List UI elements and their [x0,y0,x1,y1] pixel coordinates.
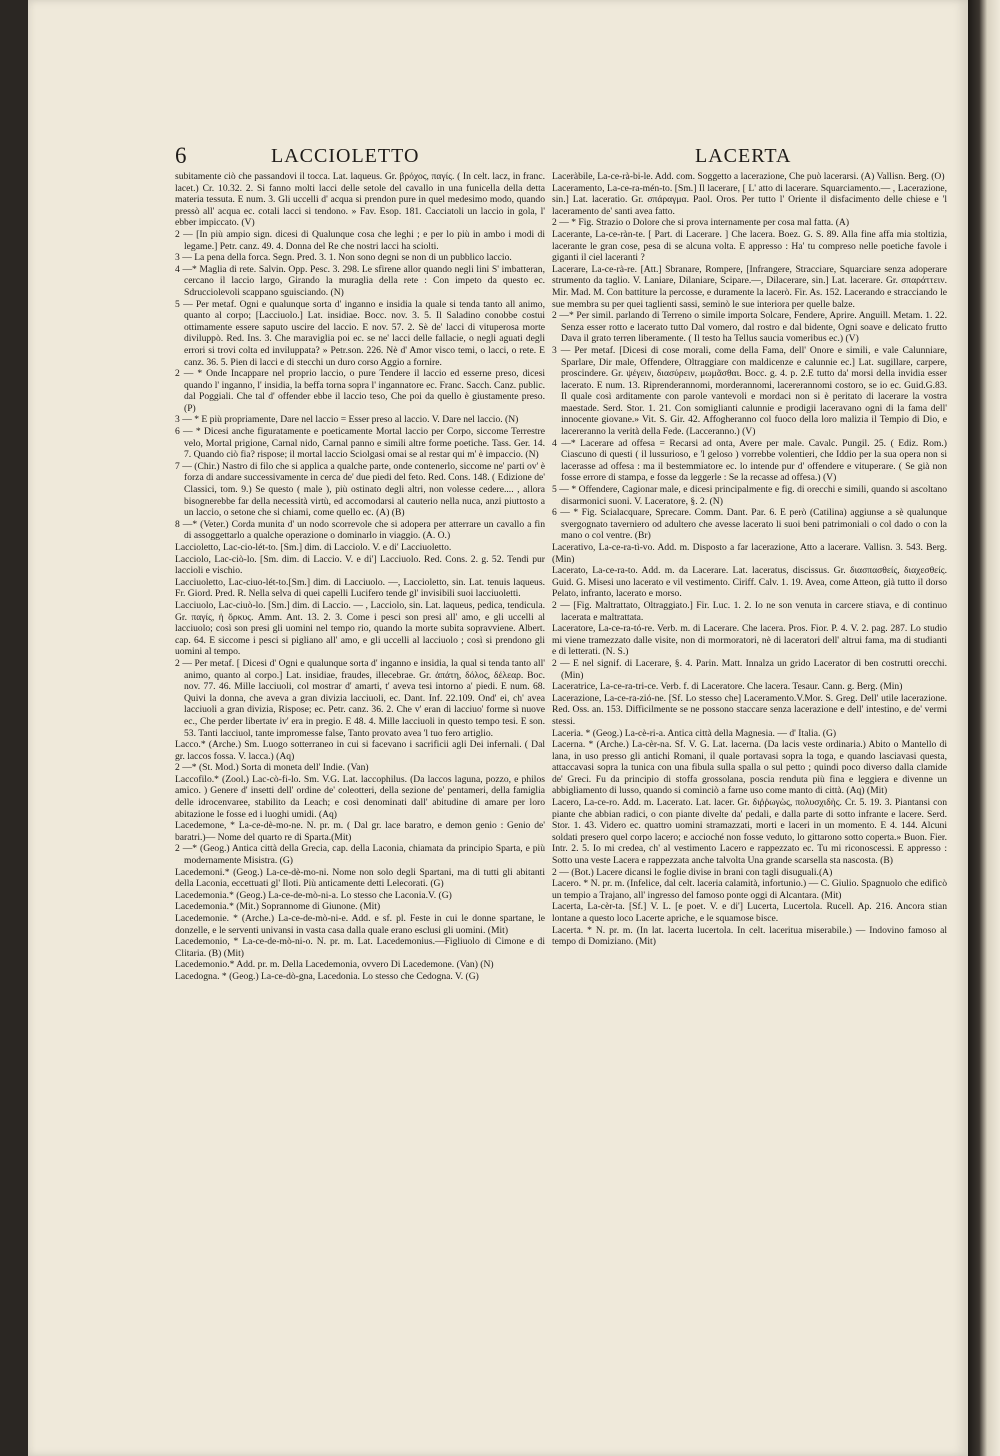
entry-paragraph: 6 — * Fig. Scialacquare, Sprecare. Comm. Dant. Par. 6. E però (Catilina) aggiunse a sè qualunque svergognato taverniero od adultero che avesse lacerato li suoi beni patrimoniali o col dado o con la mano o col ventre. (Br) [552,507,947,542]
entry-paragraph: Lacero. * N. pr. m. (Infelice, dal celt. laceria calamità, infortunio.) — C. Giulio. Spagnuolo che edificò un tempio a Trajano, all' ingresso del famoso ponte oggi di Alcantara. (Mit) [552,878,947,901]
entry-paragraph: Lacerativo, La-ce-ra-tì-vo. Add. m. Disposto a far lacerazione, Atto a lacerare. Vallisn. 3. 543. Berg. (Min) [552,542,947,565]
entry-paragraph: Lacedemonia.* (Geog.) La-ce-de-mò-ni-a. Lo stesso che Laconia.V. (G) [175,889,452,901]
left-column [175,171,545,1391]
entry-paragraph: 2 — * Onde Incappare nel proprio laccio, o pure Tendere il laccio ed esserne preso, dicesi quando l' inganno, l' insidia, la beffa torna sopra l' ingannatore ec. Franc. Sacch. Canz. public. dal Poggiali. Che tal d' offender ebbe il laccio teso, Che poi da quello è giustamente preso. (P) [175,368,545,414]
entry-paragraph: 2 — E nel signif. di Lacerare, §. 4. Parin. Matt. Innalza un grido Lacerator di ben costrutti orecchi. (Min) [552,657,947,681]
entry-paragraph: Lacerta. * N. pr. m. (In lat. lacerta lucertola. In celt. laceritua miserabile.) — Indovino famoso al tempo di Domiziano. (Mit) [552,924,947,948]
entry-paragraph: 2 — * Fig. Strazio o Dolore che si prova internamente per cosa mal fatta. (A) [552,217,850,229]
entry-paragraph: Lacciuoletto, Lac-ciuo-lét-to.[Sm.] dim. di Lacciuolo. —, Laccioletto, sin. Lat. tenuis laqueus. Fr. Giord. Pred. R. Nella selva di quei capelli Lucifero tende gl' invisibili suoi lacciuoletti. [175,576,545,600]
header-left-guideword: LACCIOLETTO [271,145,420,167]
entry-paragraph: 2 —* Per simil. parlando di Terreno o simile importa Solcare, Fendere, Aprire. Anguill. Metam. 1. 22. Senza esser rotto e lacerato tutto Dal vomero, dal rostro e dal bidente, Ogni soave e delicato frutto Dava il grato terren liberamente. ( Il testo ha Tellus saucia vomeribus ec.) (V) [552,310,947,345]
entry-paragraph: Lacerante, La-ce-ràn-te. [ Part. di Lacerare. ] Che lacera. Boez. G. S. 89. Alla fine affa mia stoltizia, lacerante le gran cose, pesa di se alcuna volta. E appresso : Ha' tu compreso nelle poetiche favole i giganti il ciel laceranti ? [552,228,947,264]
book-spine-edge [968,0,1000,1456]
entry-paragraph: Lacero, La-ce-ro. Add. m. Lacerato. Lat. lacer. Gr. διῤῥωγὼς, πολυσχιδὴς. Cr. 5. 19. 3. Piantansi con piante che abbian radici, o con piante divelte da' pedali, e dalla parte di sotto infrante e lacere. Serd. Stor. 1. 43. Videro ec. quattro uomini stramazzati, morti e laceri in un momento. E 4. 144. Alcuni soldati presero quel corpo lacero; e accioché non fosse veduto, lo gittarono sotto coperta.» Buon. Fier. Intr. 2. 5. Io mi credea, ch' al vestimento Lacero e rappezzato ec. Tu mi riconoscessi. E appresso : Sotto una veste Lacera e rappezzata anche talvolta Una grande scarsella sta nascosta. (B) [552,797,947,867]
entry-paragraph: Lacedemoni.* (Geog.) La-ce-dè-mo-ni. Nome non solo degli Spartani, ma di tutti gli abitanti della Laconia, eccettuati gl' Iloti. Più anticamente detti Lelecorati. (G) [175,866,545,890]
entry-paragraph: 2 — [Fig. Maltrattato, Oltraggiato.] Fir. Luc. 1. 2. Io ne son venuta in carcere stiava, e di continuo lacerata e maltrattata. [552,599,947,623]
entry-paragraph: Lacedemonie. * (Arche.) La-ce-de-mò-ni-e. Add. e sf. pl. Feste in cui le donne spartane, le donzelle, e le serventi univansi in vasta casa dalla quale erano esclusi gli uomini. (Mit) [175,913,545,936]
entry-paragraph: 5 — * Offendere, Cagionar male, e dicesi principalmente e fig. di orecchi e simili, quando si ascoltano disarmonici suoni. V. Laceratore, §. 2. (N) [552,484,947,507]
entry-paragraph: Lacedemonio, * La-ce-de-mò-ni-o. N. pr. m. Lat. Lacedemonius.—Figliuolo di Cimone e di Clitaria. (B) (Mit) [175,936,545,959]
right-column [552,171,947,1391]
entry-paragraph: Lacedemonio.* Add. pr. m. Della Lacedemonia, ovvero Di Lacedemone. (Van) (N) [175,959,494,971]
entry-paragraph: Lacerazione, La-ce-ra-zió-ne. [Sf. Lo stesso che] Laceramento.V.Mor. S. Greg. Dell' utile lacerazione. Red. Oss. an. 153. Difficilmente se ne possono staccare senza lacerazione e dell' intestino, e de' vermi stessi. [552,692,947,727]
page-number: 6 [175,143,187,168]
entry-paragraph: Laceramento, La-ce-ra-mén-to. [Sm.] Il lacerare, [ L' atto di lacerare. Squarciamento.— , Lacerazione, sin.] Lat. laceratio. Gr. σπάραγμα. Paol. Oros. Per tutto l' Oriente il disfacimento delle chiese e 'l laceramento de' santi avea fatto. [552,182,947,217]
entry-paragraph: 7 — (Chir.) Nastro di filo che si applica a qualche parte, onde contenerlo, siccome ne' parti ov' è forza di andare successivamente in cerca de' due piedi del feto. Red. Cons. 148. ( Edizione de' Classici, tom. 9.) Se questo ( male ), più ostinato degli altri, non volesse cedere.... , allora bisognerebbe far della necessità virtù, ed accomodarsi al cauterio nella nuca, anzi piuttosto a un laccio, o setone che si chiami, come quello ec. (A) (B) [175,460,545,519]
entry-paragraph: Laceria. * (Geog.) La-cè-ri-a. Antica città della Magnesia. — d' Italia. (G) [552,727,837,739]
entry-paragraph: Lacerare, La-ce-rà-re. [Att.] Sbranare, Rompere, [Infrangere, Stracciare, Squarciare senza adoperare strumento da taglio. V. Laniare, Dilaniare, Scipare.—, Dilacerare, sin.] Lat. lacerare. Gr. σπαράττειν. Mir. Mad. M. Con battiture la percosse, e duramente la lacerò. Fir. As. 152. Lacerando e stracciando le sue membra su per quei taglienti sassi, seminò le sue interiora per quelle balze. [552,263,947,310]
entry-paragraph: Laccofilo.* (Zool.) Lac-cò-fi-lo. Sm. V.G. Lat. laccophilus. (Da laccos laguna, pozzo, e philos amico. ) Genere d' insetti dell' ordine de' coleotteri, della sezione de' pentameri, della famiglia delle idrocenvaree, stabilito da Leach; e così denominati dall' abitudine di amare per loro abitazione le fosse ed i luoghi umidi. (Aq) [175,773,545,820]
entry-paragraph: 3 — Per metaf. [Dicesi di cose morali, come della Fama, dell' Onore e simili, e vale Calunniare, Sparlare, Dir male, Offendere, Oltraggiare con maldicenze e calunnie ec.] Lat. sugillare, carpere, proscindere. Gr. ψέγειν, διασύρειν, μωμᾶσθαι. Bocc. g. 4. p. 2.E tutto da' morsi della invidia esser lacerato. E num. 13. Riprenderannomi, morderannomi, lacererannomi costoro, se io ec. Guid.G.83. Il quale così arditamente con parole vantevoli e mordaci non si è peritato di lacerare la vostra maestade. Serd. Stor. 1. 21. Con somiglianti calunnie e prodigii laceravano ogni di la fama dell' innocente giovane.» Vit. S. Gir. 42. Affogheranno col fuoco della loro malizia il Tempio di Dio, e lacereranno la verità della Fede. (Lacceranno.) (V) [552,344,947,438]
entry-paragraph: Lacciolo, Lac-ciò-lo. [Sm. dim. di Laccio. V. e di'] Lacciuolo. Red. Cons. 2. g. 52. Tendi pur laccioli e vischio. [175,553,545,577]
entry-paragraph: Lacedemonia.* (Mit.) Soprannome di Giunone. (Mit) [175,901,381,913]
entry-paragraph: 8 —* (Veter.) Corda munita d' un nodo scorrevole che si adopera per atterrare un cavallo a fin di assoggettarlo a qualche operazione o dominarlo in viaggio. (A. O.) [175,518,545,542]
entry-paragraph: 5 — Per metaf. Ogni e qualunque sorta d' inganno e insidia la quale si tenda tanto all animo, quanto al corpo; [Lacciuolo.] Lat. insidiae. Bocc. nov. 3. 5. Il Saladino conobbe costui ottimamente essere saputo uscire del laccio. E nov. 57. 2. Sè de' lacci di vituperosa morte diviluppò. Red. Ins. 3. Che maraviglia poi ec. se ne' lacci delle fallacie, o negli aguati degli errori si trovi colta ed inviluppata? » Petr.son. 226. Nè d' Amor visco temi, o lacci, o rete. E canz. 36. 5. Pien di lacci e di stecchi un duro corso Aggio a fornire. [175,298,545,368]
entry-paragraph: Laccioletto, Lac-cio-lét-to. [Sm.] dim. di Lacciolo. V. e di' Lacciuoletto. [175,542,452,553]
entry-paragraph: Laceratore, La-ce-ra-tó-re. Verb. m. di Lacerare. Che lacera. Pros. Fior. P. 4. V. 2. pag. 287. Lo studio mi viene tramezzato dalle visite, non di mormoratori, nè di laceratori dell' altrui fama, ma di studianti e di letterati. (N. S.) [552,623,947,658]
entry-paragraph: 2 — [In più ampio sign. dicesi di Qualunque cosa che leghi ; e per lo più in ambo i modi di legame.] Petr. canz. 49. 4. Donna del Re che nostri lacci ha sciolti. [175,228,545,252]
entry-paragraph: Lacedemone, * La-ce-dè-mo-ne. N. pr. m. ( Dal gr. lace baratro, e demon genio : Genio de' baratri.)— Nome del quarto re di Sparta.(Mit) [175,820,545,843]
header-right-guideword: LACERTA [695,145,792,167]
entry-paragraph: subitamente ciò che passandovi il tocca. Lat. laqueus. Gr. βρόχος, παγίς. ( In celt. lacz, in franc. lacet.) Cr. 10.32. 2. Si fanno molti lacci delle setole del cavallo in una funicella della detta materia tessuta. E num. 3. Gli uccelli d' acqua si prendon pure in quel medesimo modo, quando pressò all' acqua ec. cotali lacci si tendono. » Fav. Esop. 181. Cacciatoli un laccio in gola, l' ebber impiccato. (V) [175,171,545,229]
entry-paragraph: Lacedogna. * (Geog.) La-ce-dò-gna, Lacedonia. Lo stesso che Cedogna. V. (G) [175,970,479,982]
entry-paragraph: 2 —* (St. Mod.) Sorta di moneta dell' Indie. (Van) [175,762,369,774]
entry-paragraph: Lacerato, La-ce-ra-to. Add. m. da Lacerare. Lat. laceratus, discissus. Gr. διασπασθείς, διαχεσθείς. Guid. G. Misesi uno lacerato e vil vestimento. Ciriff. Calv. 1. 19. Avea, come Atteon, già tutto il dorso Pelato, infranto, lacerato e morso. [552,565,947,600]
entry-paragraph: 2 —* (Geog.) Antica città della Grecia, cap. della Laconia, chiamata da principio Sparta, e più modernamente Misistra. (G) [175,843,545,867]
entry-paragraph: 3 — * E più propriamente, Dare nel laccio = Esser preso al laccio. V. Dare nel laccio. (N) [175,414,519,426]
entry-paragraph: 2 — Per metaf. [ Dicesi d' Ogni e qualunque sorta d' inganno e insidia, la qual si tenda tanto all' animo, quanto al corpo.] Lat. insidiae, fraudes, illecebrae. Gr. ἀπάτη, δόλος, δέλεαρ. Boc. nov. 77. 46. Mille lacciuoli, col mostrar d' amarti, t' aveva tesi intorno a' piedi. E num. 68. Quivi la donna, che aveva a gran divizia lacciuoli, ec. Dant. Inf. 22.109. Ond' ei, ch' avea lacciuoli a gran divizia, Rispose; ec. Petr. canz. 36. 2. Che v' eran di lacciuo' forme sì nuove ec., Che perder libertate iv' era in pregio. E 48. 4. Mille lacciuoli in questo tempo tesi. E son. 53. Tanti lacciuol, tante impromesse false, Tanto provato avea 'l tuo fero artiglio. [175,657,545,739]
entry-paragraph: Lacerta, La-cèr-ta. [Sf.] V. L. [e poet. V. e di'] Lucerta, Lucertola. Rucell. Ap. 216. Ancora stian lontane a questo loco Lacerte apriche, e le squamose bisce. [552,901,947,924]
entry-paragraph: 6 — * Dicesi anche figuratamente e poeticamente Mortal laccio per Corpo, siccome Terrestre velo, Mortal prigione, Carnal nido, Carnal panno e simili altre forme poetiche. Tass. Ger. 14. 7. Quando ciò fia? rispose; il mortal laccio Sciolgasi omai se al restar qui m' è impaccio. (N) [175,426,545,461]
entry-paragraph: Lacerna. * (Arche.) La-cèr-na. Sf. V. G. Lat. lacerna. (Da lacis veste ordinaria.) Abito o Mantello di lana, in uso presso gli antichi Romani, il quale portavasi sopra la toga, e quando lasciavasi questa, attaccavasi sopra la tunica con una fibula sulla spalla o sul petto ; quindi poco diverso dalla clamide de' Greci. Fu da principio di stoffa grossolana, poscia renduta più fina e leggiera e divenne un abbigliamento di lusso, quando si cominciò a farne uso come manto di città. (Aq) (Mit) [552,739,947,797]
entry-paragraph: 4 —* Lacerare ad offesa = Recarsi ad onta, Avere per male. Cavalc. Pungil. 25. ( Ediz. Rom.) Ciascuno di questi ( il lussurioso, e 'l geloso ) vorrebbe volentieri, che Iddio per la sua opera non si lacerasse ad offesa : ma il bestemmiatore ec. lo intende pur d' offendere e vituperare. ( Se già non fosse errore di stampa, e fosse da leggerle : Se la recasse ad offesa.) (V) [552,437,947,484]
entry-paragraph: Lacco.* (Arche.) Sm. Luogo sotterraneo in cui si facevano i sacrificii agli Dei infernali. ( Dal gr. laccos fossa. V. lacca.) (Aq) [175,739,545,762]
entry-paragraph: Laceratrice, La-ce-ra-tri-ce. Verb. f. di Laceratore. Che lacera. Tesaur. Cann. g. Berg. (Min) [552,681,903,693]
entry-paragraph: 2 — (Bot.) Lacere dicansi le foglie divise in brani con tagli disuguali.(A) [552,866,833,878]
entry-paragraph: Lacciuolo, Lac-ciuò-lo. [Sm.] dim. di Laccio. — , Lacciolo, sin. Lat. laqueus, pedica, tendicula. Gr. παγίς, ἡ ὄρκυς. Amm. Ant. 13. 2. 3. Come i pesci son presi all' amo, e gli uccelli al lacciuolo; così son presi gli uomini nel tempo rio, quando la morte subita sopravviene. Albert. cap. 64. E siccome i pesci si pigliano all' amo, e gli uccelli al lacciuolo ; così si prendono gli uomini al tempo. [175,599,545,658]
entry-paragraph: Laceràbile, La-ce-rà-bi-le. Add. com. Soggetto a lacerazione, Che può lacerarsi. (A) Vallisn. Berg. (O) [552,171,945,182]
entry-paragraph: 4 —* Maglia di rete. Salvin. Opp. Pesc. 3. 298. Le sfirene allor quando negli lini S' imbatteran, cercano il laccio largo, Girando la muraglia della rete : Con impeto da questo ec. Sdrucciolevoli scappano sguisciando. (N) [175,263,545,298]
entry-paragraph: 3 — La pena della forca. Segn. Pred. 3. 1. Non sono degni se non di un pubblico laccio. [175,252,512,264]
page-header [175,143,945,169]
